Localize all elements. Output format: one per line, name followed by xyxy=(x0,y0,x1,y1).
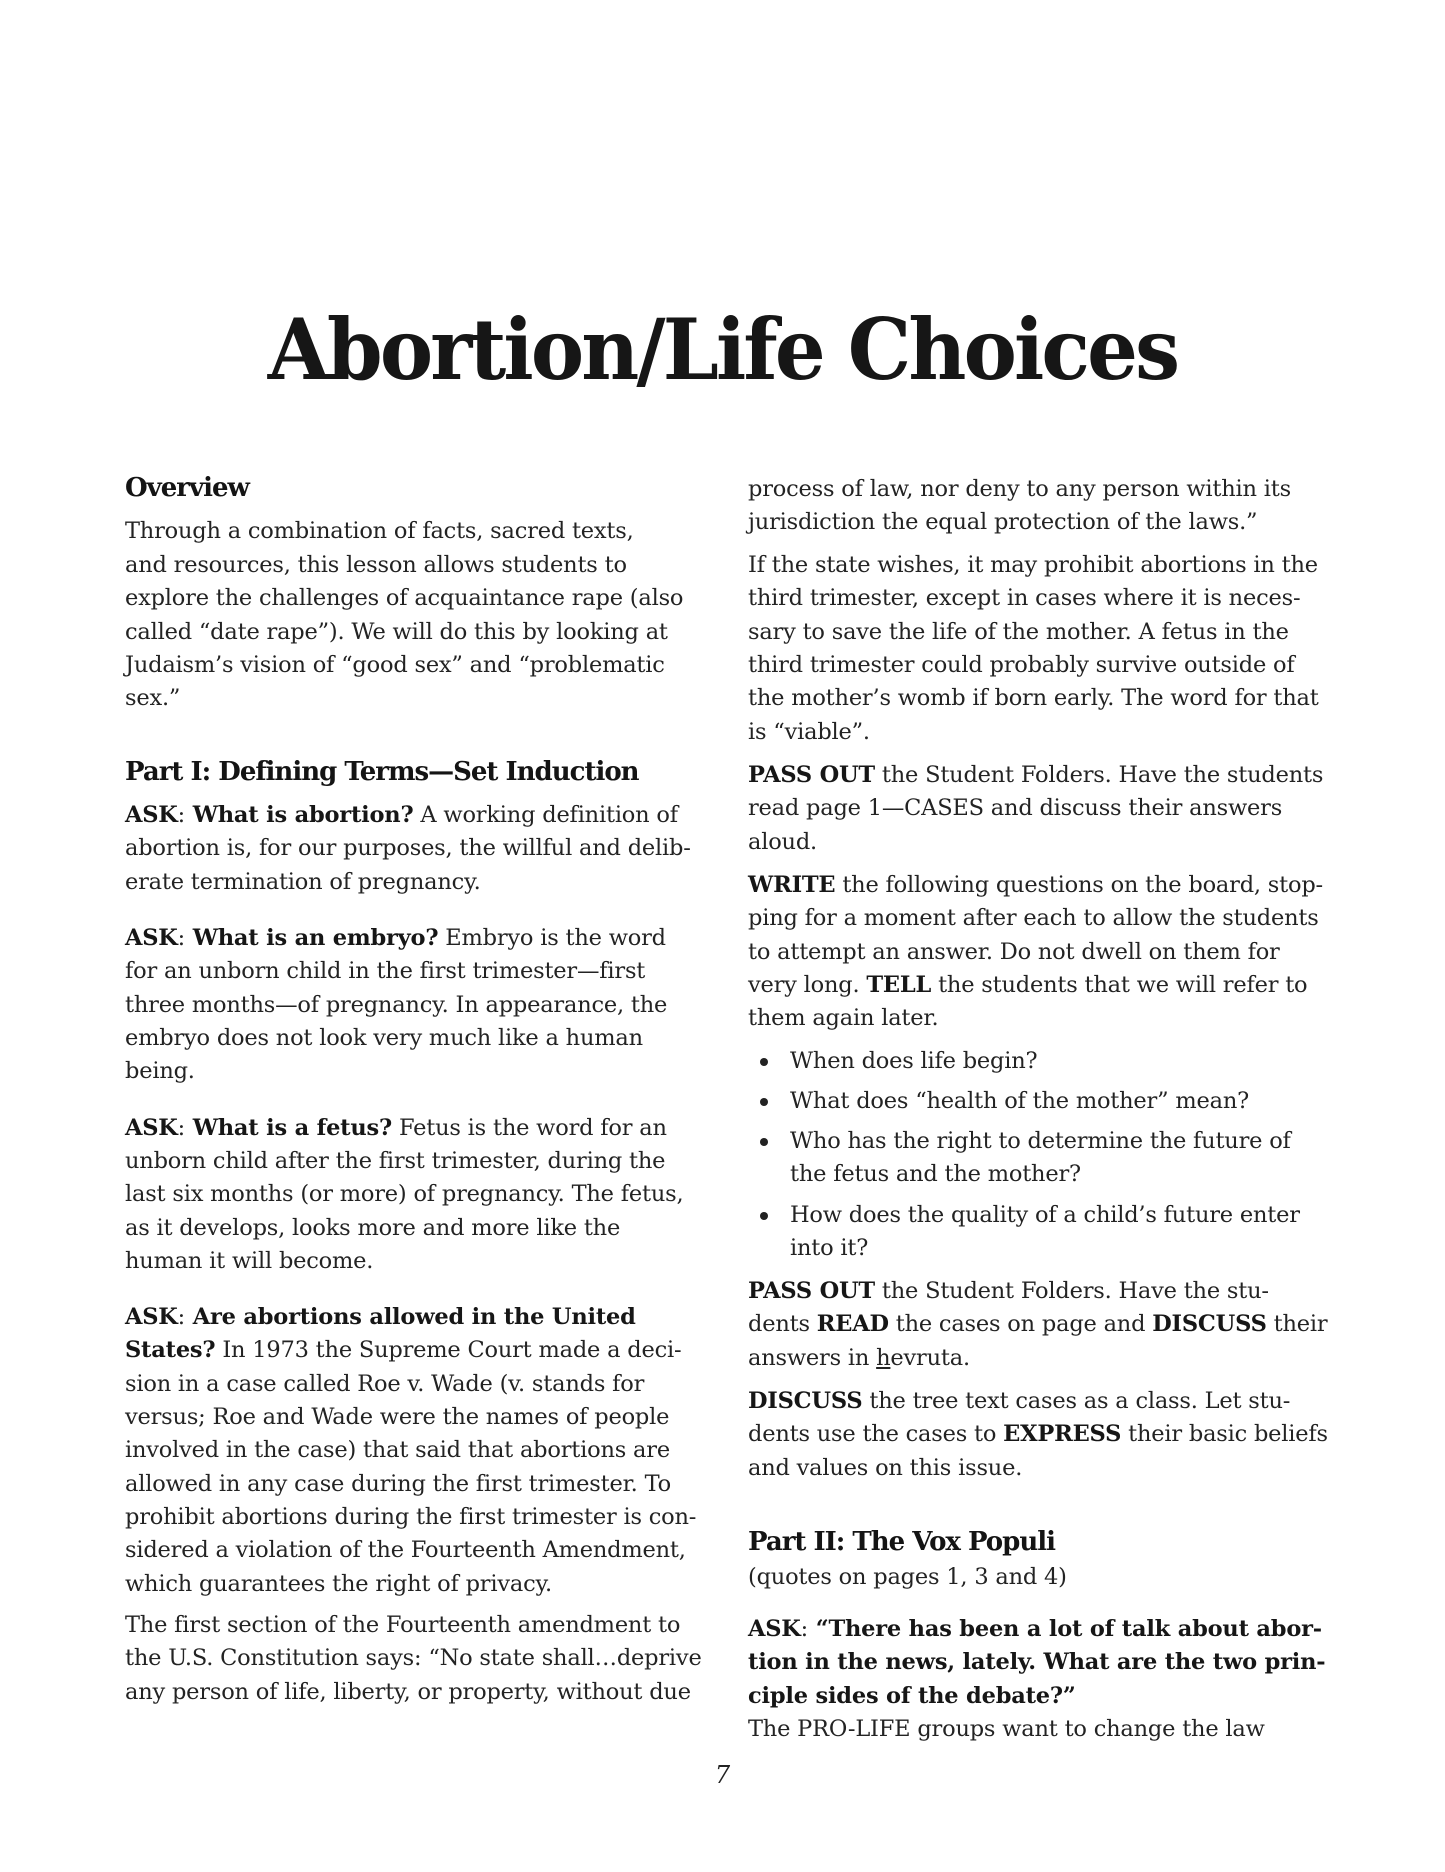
ask-label: ASK xyxy=(125,925,178,951)
ask-embryo-line xyxy=(125,921,666,955)
discuss-keyword: DISCUSS xyxy=(748,1388,863,1414)
instruction-line: aloud. xyxy=(748,829,818,855)
ask-debate-line xyxy=(748,1612,1322,1646)
answer-line: for an unborn child in the first trimester—first xyxy=(125,958,646,984)
part2-heading: Part II: The Vox Populi xyxy=(748,1527,1055,1557)
amendment-line: any person of life, liberty, or property, without due xyxy=(125,1679,691,1705)
pass-out-keyword: PASS OUT xyxy=(748,1278,875,1304)
instruction-line: and values on this issue. xyxy=(748,1455,1023,1481)
ask-question-line: ciple sides of the debate?” xyxy=(748,1683,1076,1709)
overview-line: Through a combination of facts, sacred texts, xyxy=(125,518,634,544)
ask-colon: : xyxy=(177,802,186,828)
tell-line xyxy=(748,968,1307,1002)
ask-question: What is an embryo? xyxy=(185,925,439,951)
express-keyword: EXPRESS xyxy=(1003,1421,1122,1447)
answer-line: sion in a case called Roe v. Wade (v. stands for xyxy=(125,1371,645,1397)
overview-line: explore the challenges of acquaintance rape (also xyxy=(125,585,684,611)
answer-line: abortion is, for our purposes, the willful and delib- xyxy=(125,835,691,861)
answer-line: last six months (or more) of pregnancy. The fetus, xyxy=(125,1181,684,1207)
instruction-text: the cases on page and xyxy=(888,1311,1153,1337)
ask-label: ASK xyxy=(748,1616,801,1642)
answer-line: human it will become. xyxy=(125,1248,374,1274)
answer-line: unborn child after the first trimester, during the xyxy=(125,1148,666,1174)
write-keyword: WRITE xyxy=(748,872,836,898)
answer-line: being. xyxy=(125,1058,195,1084)
viable-line: is “viable”. xyxy=(748,719,870,745)
answer-line: which guarantees the right of privacy. xyxy=(125,1571,552,1597)
ask-abortion-line xyxy=(125,798,678,832)
question-item: When does life begin? xyxy=(790,1048,1038,1074)
ask-us-line xyxy=(125,1300,636,1334)
answer-text: Embryo is the word xyxy=(438,925,666,951)
question-item: What does “health of the mother” mean? xyxy=(790,1088,1249,1114)
ask-colon: : xyxy=(177,1115,186,1141)
overview-line: Judaism’s vision of “good sex” and “problematic xyxy=(125,652,665,678)
bullet-icon xyxy=(760,1138,768,1146)
instruction-line: ping for a moment after each to allow the students xyxy=(748,905,1319,931)
answer-line: involved in the case) that said that abortions are xyxy=(125,1437,670,1463)
pass-out-keyword: PASS OUT xyxy=(748,762,875,788)
bullet-icon xyxy=(760,1212,768,1220)
ask-label: ASK xyxy=(125,1115,178,1141)
page-number: 7 xyxy=(714,1761,731,1789)
answer-line: three months—of pregnancy. In appearance, the xyxy=(125,992,668,1018)
overview-line: sex.” xyxy=(125,685,181,711)
continued-line: jurisdiction the equal protection of the laws.” xyxy=(748,509,1258,535)
ask-question: States? xyxy=(125,1337,216,1363)
overview-heading: Overview xyxy=(125,473,249,503)
answer-line: allowed in any case during the first trimester. To xyxy=(125,1471,671,1497)
read-keyword: READ xyxy=(816,1311,889,1337)
answer-line: versus; Roe and Wade were the names of people xyxy=(125,1404,670,1430)
underlined-letter: h xyxy=(876,1345,891,1371)
question-item: How does the quality of a child’s future enter xyxy=(790,1202,1300,1228)
part1-heading: Part I: Defining Terms—Set Induction xyxy=(125,757,639,787)
overview-line: and resources, this lesson allows students to xyxy=(125,552,627,578)
instruction-text: the Student Folders. Have the students xyxy=(874,762,1324,788)
question-item-cont: into it? xyxy=(790,1235,869,1261)
amendment-line: the U.S. Constitution says: “No state shall…deprive xyxy=(125,1645,702,1671)
read-discuss-line xyxy=(748,1307,1327,1341)
viable-line: If the state wishes, it may prohibit abortions in the xyxy=(748,552,1318,578)
question-item-cont: the fetus and the mother? xyxy=(790,1161,1081,1187)
hevruta-line xyxy=(748,1341,970,1375)
express-line xyxy=(748,1417,1328,1451)
viable-line: the mother’s womb if born early. The word for that xyxy=(748,685,1319,711)
tell-keyword: TELL xyxy=(866,972,932,998)
ask-us-line-2 xyxy=(125,1333,681,1367)
instruction-text: dents xyxy=(748,1311,817,1337)
ask-question: “There has been a lot of talk about abor- xyxy=(808,1616,1322,1642)
instruction-text: the tree text cases as a class. Let stu- xyxy=(862,1388,1291,1414)
answer-line: embryo does not look very much like a human xyxy=(125,1025,643,1051)
continued-line: process of law, nor deny to any person within its xyxy=(748,476,1291,502)
instruction-text: the Student Folders. Have the stu- xyxy=(874,1278,1269,1304)
instruction-text: the following questions on the board, stop- xyxy=(835,872,1323,898)
ask-question: Are abortions allowed in the United xyxy=(185,1304,636,1330)
answer-line: as it develops, looks more and more like the xyxy=(125,1215,621,1241)
pro-life-line: The PRO-LIFE groups want to change the law xyxy=(748,1716,1265,1742)
instruction-line: read page 1—CASES and discuss their answers xyxy=(748,795,1283,821)
question-item: Who has the right to determine the future of xyxy=(790,1128,1291,1154)
overview-line: called “date rape”). We will do this by looking at xyxy=(125,619,668,645)
ask-question: What is a fetus? xyxy=(185,1115,392,1141)
instruction-text: evruta. xyxy=(890,1345,970,1371)
instruction-text: their basic beliefs xyxy=(1121,1421,1328,1447)
bullet-icon xyxy=(760,1058,768,1066)
bullet-icon xyxy=(760,1098,768,1106)
ask-fetus-line xyxy=(125,1111,667,1145)
page-title: Abortion/Life Choices xyxy=(267,300,1178,399)
ask-colon: : xyxy=(177,1304,186,1330)
ask-question: What is abortion? xyxy=(185,802,414,828)
pass-out-line xyxy=(748,758,1323,792)
instruction-line: to attempt an answer. Do not dwell on them for xyxy=(748,939,1280,965)
instruction-line: them again later. xyxy=(748,1005,939,1031)
answer-line: sidered a violation of the Fourteenth Amendment, xyxy=(125,1537,686,1563)
discuss-keyword: DISCUSS xyxy=(1152,1311,1267,1337)
viable-line: third trimester could probably survive outside of xyxy=(748,652,1295,678)
instruction-text: the students that we will refer to xyxy=(931,972,1308,998)
viable-line: third trimester, except in cases where it is neces- xyxy=(748,585,1301,611)
answer-line: prohibit abortions during the first trimester is con- xyxy=(125,1504,697,1530)
instruction-text: very long. xyxy=(748,972,867,998)
viable-line: sary to save the life of the mother. A fetus in the xyxy=(748,619,1289,645)
ask-question-line: tion in the news, lately. What are the two prin- xyxy=(748,1649,1326,1675)
instruction-text: dents use the cases to xyxy=(748,1421,1004,1447)
answer-line: erate termination of pregnancy. xyxy=(125,869,481,895)
ask-label: ASK xyxy=(125,802,178,828)
instruction-text: their xyxy=(1266,1311,1328,1337)
ask-label: ASK xyxy=(125,1304,178,1330)
ask-colon: : xyxy=(800,1616,809,1642)
answer-text: In 1973 the Supreme Court made a deci- xyxy=(215,1337,682,1363)
discuss-line xyxy=(748,1384,1290,1418)
write-line xyxy=(748,868,1323,902)
amendment-line: The first section of the Fourteenth amendment to xyxy=(125,1612,681,1638)
answer-text: A working definition of xyxy=(413,802,678,828)
instruction-text: answers in xyxy=(748,1345,877,1371)
part2-subheading: (quotes on pages 1, 3 and 4) xyxy=(748,1564,1067,1590)
answer-text: Fetus is the word for an xyxy=(392,1115,667,1141)
pass-out-line xyxy=(748,1274,1269,1308)
ask-colon: : xyxy=(177,925,186,951)
